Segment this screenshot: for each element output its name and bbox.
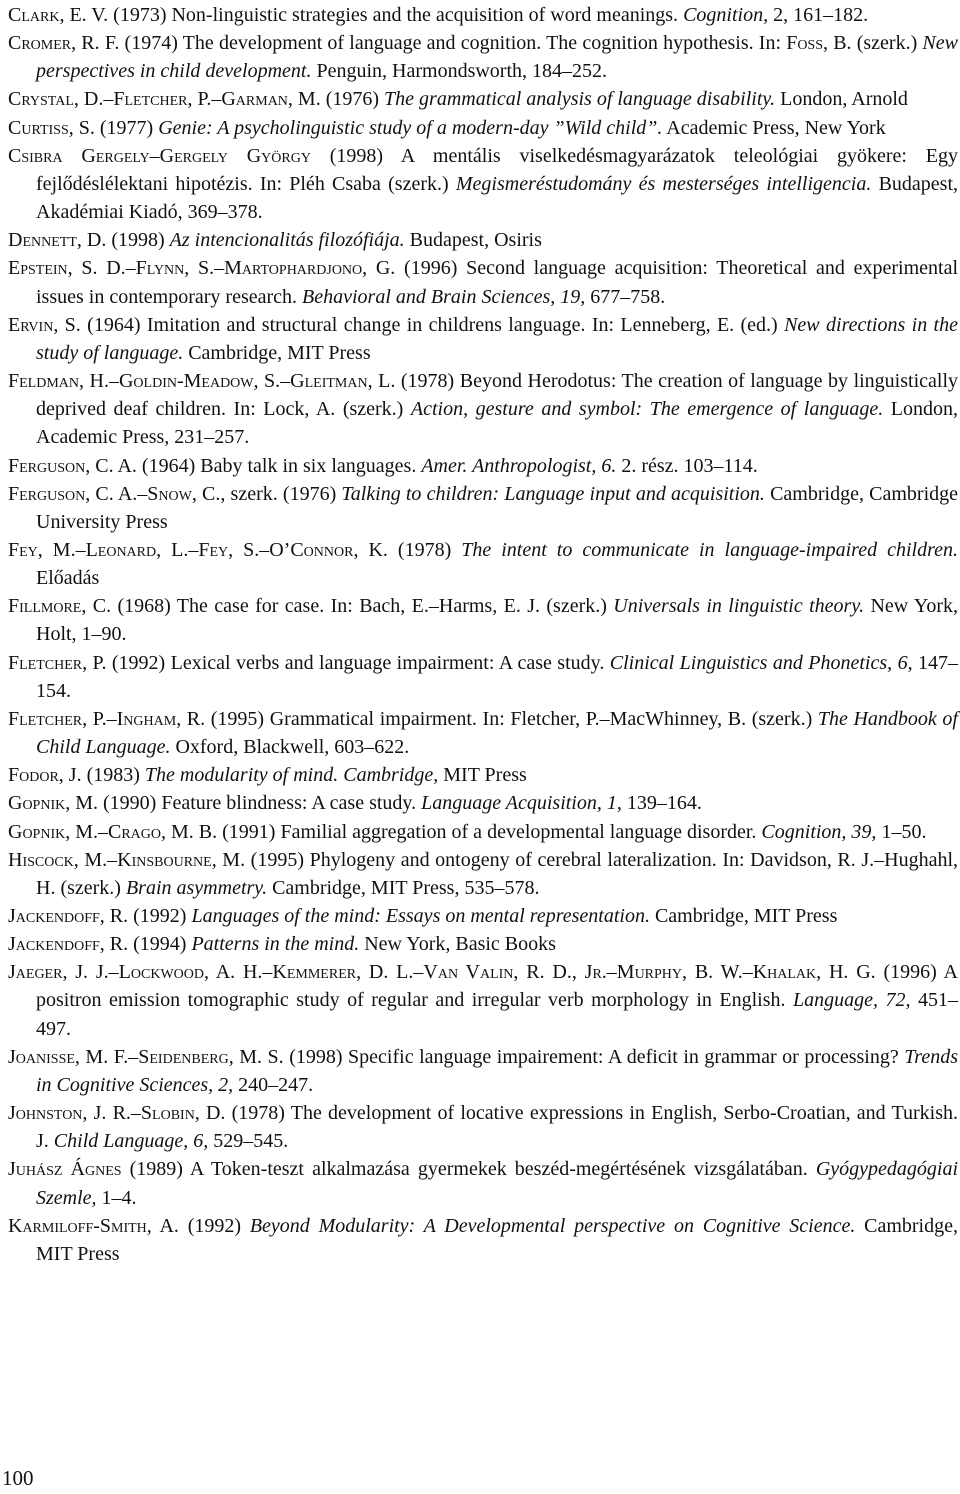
reference-title: Trends in Cognitive Sciences, 2,	[36, 1045, 958, 1096]
reference-authors: Fodor, J.	[8, 764, 82, 787]
reference-authors: Hiscock, M.–Kinsbourne, M.	[8, 848, 246, 871]
reference-title: Cognition, 39,	[761, 820, 877, 843]
reference-title: Gyógypedagógiai Szemle,	[36, 1158, 958, 1209]
reference-title: Action, gesture and symbol: The emergence of language.	[410, 398, 884, 421]
reference-entry	[8, 1043, 958, 1099]
reference-authors: Csibra Gergely–Gergely György	[8, 144, 311, 167]
reference-entry	[8, 29, 958, 85]
page-number: 100	[2, 1466, 34, 1490]
reference-entry	[8, 649, 958, 705]
reference-text: (1996) A positron emission tomographic study of regular and irregular verb morphology in English.	[36, 961, 958, 1012]
reference-text: Penguin, Harmondsworth, 184–252.	[311, 60, 608, 83]
reference-entry	[8, 592, 958, 648]
reference-entry	[8, 226, 958, 254]
reference-entry	[8, 818, 958, 846]
reference-title: Clinical Linguistics and Phonetics, 6,	[609, 651, 913, 674]
reference-text: (1996) Second language acquisition: Theoretical and experimental issues in contemporary research.	[36, 257, 959, 308]
reference-text: Cambridge, MIT Press	[649, 905, 838, 927]
reference-text: London, Academic Press, 231–257.	[36, 398, 958, 449]
reference-text: (1974) The development of language and cognition. The cognition hypothesis. In:	[119, 32, 787, 55]
reference-text: (1989) A Token-teszt alkalmazása gyermekek beszéd-megértésének vizsgálatában.	[121, 1158, 816, 1181]
reference-text: 139–164.	[621, 792, 702, 815]
reference-title: Language Acquisition, 1,	[421, 792, 622, 815]
reference-text: (szerk.)	[851, 32, 923, 55]
reference-entry	[8, 846, 958, 902]
reference-title: Cognition,	[683, 4, 769, 26]
reference-text: (1964) Baby talk in six languages.	[136, 454, 422, 477]
reference-text: (1976)	[320, 88, 385, 111]
reference-entry	[8, 452, 958, 480]
reference-text: 677–758.	[585, 285, 666, 308]
reference-entry	[8, 902, 958, 930]
reference-text: (1992)	[128, 905, 192, 927]
reference-text: London, Arnold	[775, 88, 908, 111]
reference-authors: Foss, B.	[786, 32, 852, 55]
reference-authors: Fey, M.–Leonard, L.–Fey, S.–O’Connor, K.	[8, 538, 388, 561]
reference-text: (1992) Lexical verbs and language impairment: A case study.	[106, 651, 610, 674]
reference-entry	[8, 311, 958, 367]
reference-title: Behavioral and Brain Sciences, 19,	[302, 285, 586, 308]
reference-text: Academic Press, New York	[662, 116, 886, 139]
reference-text: (1995) Phylogeny and ontogeny of cerebral lateralization. In: Davidson, R. J.–Hughahl, H. (szerk.)	[36, 848, 959, 899]
reference-authors: Johnston, J. R.–Slobin, D.	[8, 1102, 226, 1125]
reference-text: 147–154.	[36, 651, 958, 702]
reference-entry	[8, 761, 958, 789]
reference-authors: Jaeger, J. J.–Lockwood, A. H.–Kemmerer, D. L.–Van Valin, R. D., Jr.–Murphy, B. W.–Khalak, H. G.	[8, 961, 876, 984]
reference-title: Genie: A psycholinguistic study of a modern-day ”Wild child”.	[158, 116, 663, 139]
reference-entry	[8, 1, 958, 29]
reference-text: (1998)	[106, 229, 170, 252]
reference-title: Patterns in the mind.	[191, 933, 360, 956]
reference-authors: Fillmore, C.	[8, 595, 112, 618]
reference-text: Cambridge, MIT Press	[183, 341, 371, 364]
reference-text: szerk. (1976)	[225, 482, 342, 505]
reference-entry	[8, 367, 958, 451]
reference-authors: Ferguson, C. A.–Snow, C.,	[8, 482, 226, 505]
reference-text: (1968) The case for case. In: Bach, E.–Harms, E. J. (szerk.)	[111, 595, 614, 618]
reference-text: (1978) Beyond Herodotus: The creation of language by linguistically deprived deaf children. In: Lock, A. (szerk.)	[36, 370, 958, 421]
reference-text: (1998) Specific language impairement: A deficit in grammar or processing?	[283, 1045, 905, 1068]
reference-authors: Karmiloff-Smith, A.	[8, 1214, 179, 1237]
reference-text: (1998) A mentális viselkedésmagyarázatok teleológiai gyökere: Egy fejlődéslélektani hipotézis. In: Pléh Csaba (szerk.)	[36, 144, 959, 195]
reference-text: (1978) The development of locative expressions in English, Serbo-Croatian, and Turkish. J.	[36, 1102, 958, 1153]
reference-entry	[8, 789, 958, 817]
reference-entry	[8, 1099, 958, 1155]
reference-authors: Fletcher, P.–Ingham, R.	[8, 707, 206, 730]
reference-authors: Curtiss, S.	[8, 116, 95, 139]
reference-text: (1964) Imitation and structural change in childrens language. In: Lenneberg, E. (ed.)	[80, 313, 785, 336]
reference-authors: Joanisse, M. F.–Seidenberg, M. S.	[8, 1045, 284, 1068]
reference-text: 529–545.	[208, 1130, 289, 1153]
reference-text: MIT Press	[438, 764, 527, 787]
reference-text: (1978)	[387, 538, 462, 561]
reference-text: (1990) Feature blindness: A case study.	[98, 792, 422, 815]
reference-entry	[8, 142, 958, 226]
reference-title: Amer. Anthropologist, 6.	[421, 454, 617, 477]
reference-title: New directions in the study of language.	[36, 313, 958, 364]
reference-authors: Epstein, S. D.–Flynn, S.–Martophardjono, G.	[8, 257, 396, 280]
reference-entry	[8, 705, 958, 761]
reference-authors: Clark, E. V.	[8, 4, 109, 26]
reference-list	[8, 1, 958, 1268]
reference-text: (1995) Grammatical impairment. In: Fletcher, P.–MacWhinney, B. (szerk.)	[205, 707, 818, 730]
reference-text: (1991) Familial aggregation of a developmental language disorder.	[217, 820, 762, 843]
reference-authors: Dennett, D.	[8, 229, 107, 252]
reference-entry	[8, 1212, 958, 1268]
reference-entry	[8, 85, 958, 113]
reference-authors: Crystal, D.–Fletcher, P.–Garman, M.	[8, 88, 321, 111]
reference-text: 2, 161–182.	[768, 4, 869, 26]
reference-authors: Jackendoff, R.	[8, 933, 129, 956]
reference-title: The modularity of mind. Cambridge,	[144, 764, 439, 787]
reference-title: Child Language, 6,	[53, 1130, 209, 1153]
reference-entry	[8, 1155, 958, 1211]
reference-authors: Fletcher, P.	[8, 651, 107, 674]
reference-text: Budapest, Akadémiai Kiadó, 369–378.	[36, 172, 958, 224]
reference-title: Az intencionalitás filozófiája.	[169, 229, 405, 252]
reference-text: Cambridge, MIT Press, 535–578.	[267, 876, 540, 899]
reference-title: Beyond Modularity: A Developmental perspective on Cognitive Science.	[249, 1214, 856, 1237]
reference-authors: Jackendoff, R.	[8, 905, 129, 927]
reference-authors: Ervin, S.	[8, 313, 81, 336]
reference-authors: Juhász Ágnes	[8, 1158, 122, 1181]
reference-text: (1973) Non-linguistic strategies and the acquisition of word meanings.	[108, 4, 684, 26]
reference-authors: Feldman, H.–Goldin-Meadow, S.–Gleitman, L.	[8, 370, 396, 393]
reference-title: Languages of the mind: Essays on mental representation.	[191, 905, 650, 927]
reference-title: The Handbook of Child Language.	[36, 707, 958, 759]
reference-text: 2. rész. 103–114.	[616, 454, 758, 477]
reference-title: Universals in linguistic theory.	[613, 595, 865, 618]
reference-title: New perspectives in child development.	[36, 32, 958, 83]
reference-title: Megismeréstudomány és mesterséges intelligencia.	[455, 172, 872, 195]
reference-text: Cambridge, Cambridge University Press	[36, 482, 958, 533]
reference-entry	[8, 480, 958, 536]
reference-text: New York, Basic Books	[359, 933, 556, 956]
reference-text: Budapest, Osiris	[404, 229, 542, 252]
reference-authors: Cromer, R. F.	[8, 32, 120, 55]
reference-title: Talking to children: Language input and acquisition.	[341, 482, 765, 505]
reference-text: Oxford, Blackwell, 603–622.	[170, 736, 410, 759]
reference-text: 451–497.	[36, 989, 959, 1040]
reference-entry	[8, 536, 958, 592]
reference-entry	[8, 114, 958, 142]
reference-title: Language, 72,	[793, 989, 911, 1012]
reference-text: (1977)	[94, 116, 159, 139]
reference-text: 240–247.	[233, 1073, 314, 1096]
reference-text: 1–50.	[876, 820, 927, 843]
reference-title: The intent to communicate in language-impaired children.	[461, 538, 958, 561]
reference-authors: Gopnik, M.	[8, 792, 99, 815]
reference-entry	[8, 958, 958, 1042]
reference-text: (1983)	[81, 764, 145, 787]
reference-authors: Ferguson, C. A.	[8, 454, 137, 477]
reference-text: Cambridge, MIT Press	[36, 1214, 958, 1265]
reference-title: Brain asymmetry.	[125, 876, 268, 899]
reference-text: (1992)	[178, 1214, 250, 1237]
reference-text: Előadás	[36, 567, 100, 590]
reference-title: The grammatical analysis of language disability.	[384, 88, 776, 111]
reference-text: (1994)	[128, 933, 192, 956]
reference-entry	[8, 930, 958, 958]
reference-authors: Gopnik, M.–Crago, M. B.	[8, 820, 218, 843]
reference-text: 1–4.	[96, 1186, 137, 1209]
reference-text: New York, Holt, 1–90.	[36, 595, 958, 646]
reference-entry	[8, 254, 958, 310]
